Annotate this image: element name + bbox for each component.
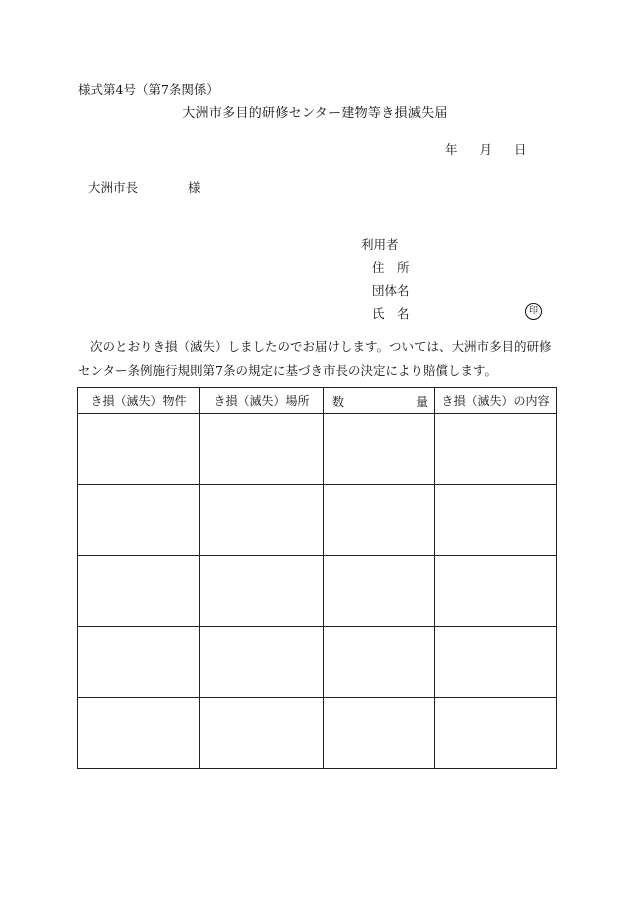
cell-quantity[interactable] (324, 627, 435, 698)
name-label: 氏 名 (372, 306, 410, 321)
cell-content[interactable] (435, 485, 557, 556)
addressee (88, 178, 201, 196)
table-row (78, 485, 557, 556)
date-day-label: 日 (514, 142, 527, 157)
cell-place[interactable] (200, 556, 324, 627)
cell-place[interactable] (200, 414, 324, 485)
cell-quantity[interactable] (324, 556, 435, 627)
cell-content[interactable] (435, 556, 557, 627)
group-name-label: 団体名 (372, 283, 410, 298)
cell-place[interactable] (200, 698, 324, 769)
header-place: き損（滅失）場所 (200, 388, 324, 414)
cell-place[interactable] (200, 627, 324, 698)
cell-quantity[interactable] (324, 698, 435, 769)
cell-quantity[interactable] (324, 414, 435, 485)
date-line (445, 140, 527, 158)
applicant-group-row (372, 281, 412, 299)
damage-report-table (77, 387, 557, 769)
cell-item[interactable] (78, 698, 200, 769)
cell-content[interactable] (435, 627, 557, 698)
table-row (78, 627, 557, 698)
header-content: き損（滅失）の内容 (435, 388, 557, 414)
cell-item[interactable] (78, 485, 200, 556)
cell-item[interactable] (78, 556, 200, 627)
cell-item[interactable] (78, 414, 200, 485)
addressee-honorific: 様 (188, 180, 201, 195)
table-row (78, 698, 557, 769)
cell-content[interactable] (435, 414, 557, 485)
date-month-label: 月 (479, 142, 493, 157)
seal-mark: 印 (525, 303, 542, 320)
body-paragraph (78, 335, 558, 383)
body-text: 次のとおりき損（滅失）しましたのでお届けします。ついては、大洲市多目的研修センター条例施行規則第7条の規定に基づき市長の決定により賠償します。 (78, 339, 552, 378)
applicant-name-row (372, 304, 412, 322)
header-item: き損（滅失）物件 (78, 388, 200, 414)
applicant-heading: 利用者 (361, 237, 399, 252)
cell-item[interactable] (78, 627, 200, 698)
header-quantity-right: 量 (415, 395, 428, 409)
cell-content[interactable] (435, 698, 557, 769)
header-quantity-left: 数 (332, 395, 345, 409)
address-label: 住 所 (372, 260, 410, 275)
cell-quantity[interactable] (324, 485, 435, 556)
form-number: 様式第4号（第7条関係） (78, 82, 219, 97)
table-row (78, 414, 557, 485)
applicant-address-row (372, 258, 412, 276)
document-title: 大洲市多目的研修センター建物等き損滅失届 (182, 106, 448, 121)
cell-place[interactable] (200, 485, 324, 556)
header-quantity (324, 388, 435, 414)
date-year-label: 年 (445, 142, 458, 157)
addressee-name: 大洲市長 (88, 180, 139, 195)
table-header-row (78, 388, 557, 414)
table-row (78, 556, 557, 627)
